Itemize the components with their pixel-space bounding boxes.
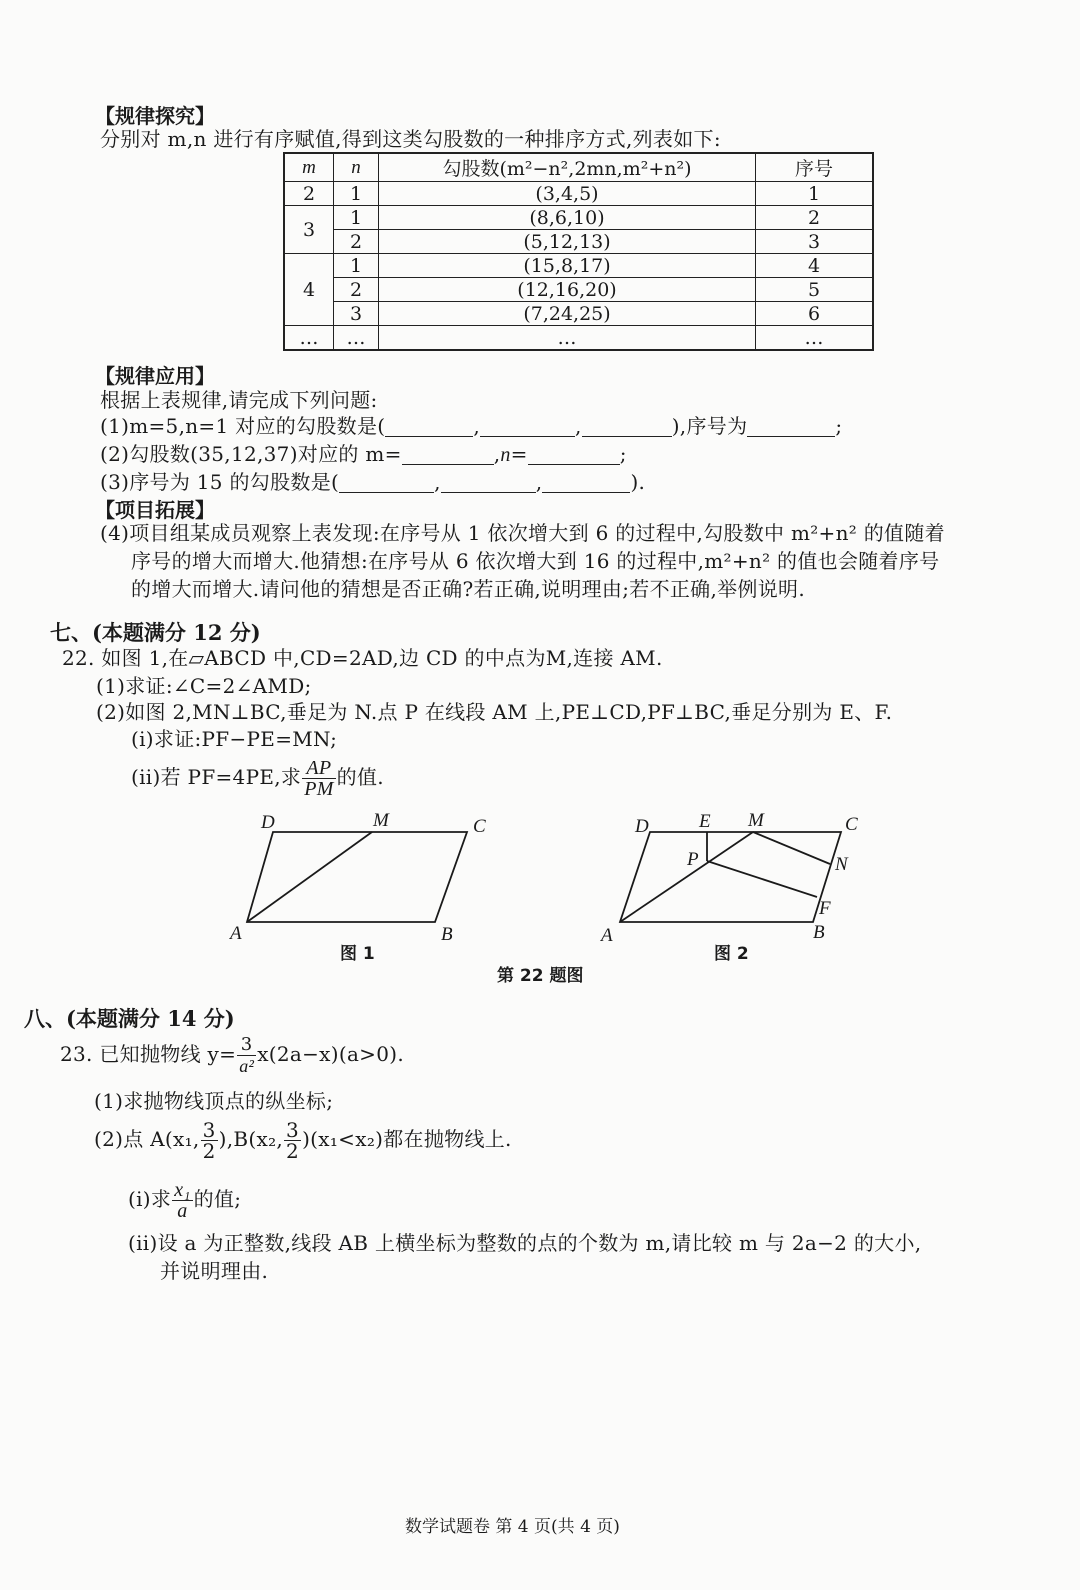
cell-n: … xyxy=(334,326,379,351)
question-22-2ii: (ii)若 PF=4PE,求 $\frac{AP}{PM}$ 的值. xyxy=(131,757,384,800)
cell-n: 1 xyxy=(334,254,379,278)
table-row xyxy=(284,230,873,254)
cell-index: … xyxy=(756,326,874,351)
section-extend-title: 【项目拓展】 xyxy=(95,498,215,522)
cell-m: 3 xyxy=(284,206,334,254)
label-m: M xyxy=(373,810,389,831)
figure-title: 第 22 题图 xyxy=(497,966,584,986)
parallelogram-abcd-fig2 xyxy=(620,832,841,922)
label-n: N xyxy=(835,854,848,875)
segment-am-fig1 xyxy=(247,832,372,922)
question-23-2: (2)点 A(x₁, $\frac{3}{2}$ ),B(x₂, $\frac{3}{2}$ )(x₁<x₂)都在抛物线上. xyxy=(94,1118,512,1163)
cell-triple: (7,24,25) xyxy=(379,302,756,326)
table-row xyxy=(284,182,873,206)
question-3: (3)序号为 15 的勾股数是( , , ). xyxy=(100,470,646,494)
cell-n: 2 xyxy=(334,278,379,302)
section-explore-title: 【规律探究】 xyxy=(95,104,215,128)
label-c: C xyxy=(473,816,486,837)
label-f: F xyxy=(819,898,831,919)
segment-mn-fig2 xyxy=(753,832,830,864)
cell-index: 4 xyxy=(756,254,874,278)
header-index: 序号 xyxy=(756,153,874,182)
question-4-line2: 序号的增大而增大.他猜想:在序号从 6 依次增大到 16 的过程中,m²+n² 的值也会随着序号 xyxy=(131,549,940,573)
cell-triple: (8,6,10) xyxy=(379,206,756,230)
question-23: 23. 已知抛物线 y= $\frac{3}{\text{a²}}$ x(2a−x)(a>0). xyxy=(60,1034,405,1076)
section-explore-intro: 分别对 m,n 进行有序赋值,得到这类勾股数的一种排序方式,列表如下: xyxy=(100,127,721,151)
label-b: B xyxy=(813,922,825,943)
question-23-1: (1)求抛物线顶点的纵坐标; xyxy=(94,1089,334,1113)
figure-22 xyxy=(215,808,875,993)
cell-m: 4 xyxy=(284,254,334,326)
fig1-caption: 图 1 xyxy=(340,944,375,964)
cell-triple: … xyxy=(379,326,756,351)
cell-index: 1 xyxy=(756,182,874,206)
segment-pf-fig2 xyxy=(707,861,817,897)
answer-blank[interactable] xyxy=(441,472,536,493)
question-22-2: (2)如图 2,MN⊥BC,垂足为 N.点 P 在线段 AM 上,PE⊥CD,PF⊥BC,垂足分别为 E、F. xyxy=(96,700,893,724)
question-4-line3: 的增大而增大.请问他的猜想是否正确?若正确,说明理由;若不正确,举例说明. xyxy=(131,577,805,601)
label-c: C xyxy=(845,814,858,835)
question-4-line1: (4)项目组某成员观察上表发现:在序号从 1 依次增大到 6 的过程中,勾股数中 m²+n² 的值随着 xyxy=(100,521,945,545)
pythagorean-table xyxy=(283,152,874,351)
cell-index: 2 xyxy=(756,206,874,230)
cell-index: 5 xyxy=(756,278,874,302)
part7-title: 七、(本题满分 12 分) xyxy=(50,620,261,645)
label-m: M xyxy=(748,810,764,831)
label-p: P xyxy=(687,849,699,870)
table-row xyxy=(284,278,873,302)
answer-blank[interactable] xyxy=(528,444,620,465)
header-n: n xyxy=(334,153,379,182)
label-b: B xyxy=(441,924,453,945)
table-row xyxy=(284,326,873,351)
cell-n: 1 xyxy=(334,182,379,206)
question-22-2i: (i)求证:PF−PE=MN; xyxy=(131,727,338,751)
answer-blank[interactable] xyxy=(385,416,473,437)
label-a: A xyxy=(230,923,242,944)
cell-index: 6 xyxy=(756,302,874,326)
fraction-3-2: $\frac{3}{2}$ xyxy=(286,1118,300,1163)
fraction-3-a2: $\frac{3}{\text{a²}}$ xyxy=(239,1034,255,1076)
answer-blank[interactable] xyxy=(402,444,494,465)
section-apply-intro: 根据上表规律,请完成下列问题: xyxy=(100,388,378,412)
question-23-2ii-line1: (ii)设 a 为正整数,线段 AB 上横坐标为整数的点的个数为 m,请比较 m 与 2a−2 的大小, xyxy=(128,1231,922,1255)
question-23-2ii-line2: 并说明理由. xyxy=(160,1259,269,1283)
cell-n: 3 xyxy=(334,302,379,326)
cell-n: 2 xyxy=(334,230,379,254)
label-e: E xyxy=(699,811,711,832)
answer-blank[interactable] xyxy=(542,472,630,493)
question-22: 22. 如图 1,在▱ABCD 中,CD=2AD,边 CD 的中点为M,连接 AM. xyxy=(62,646,663,670)
table-row xyxy=(284,206,873,230)
fig2-caption: 图 2 xyxy=(714,944,749,964)
fraction-ap-pm: $\frac{AP}{PM}$ xyxy=(304,757,334,800)
part8-title: 八、(本题满分 14 分) xyxy=(24,1006,235,1031)
cell-m: … xyxy=(284,326,334,351)
answer-blank[interactable] xyxy=(582,416,672,437)
fraction-3-2: $\frac{3}{2}$ xyxy=(202,1118,216,1163)
segment-am-fig2 xyxy=(620,832,753,922)
cell-triple: (5,12,13) xyxy=(379,230,756,254)
fraction-x1-a: $\frac{\text{x₁}}{a}$ xyxy=(174,1179,191,1222)
answer-blank[interactable] xyxy=(339,472,434,493)
question-22-1: (1)求证:∠C=2∠AMD; xyxy=(96,674,312,698)
cell-index: 3 xyxy=(756,230,874,254)
question-1: (1)m=5,n=1 对应的勾股数是( , , ),序号为 ; xyxy=(100,414,843,438)
table-row xyxy=(284,302,873,326)
cell-triple: (15,8,17) xyxy=(379,254,756,278)
cell-triple: (12,16,20) xyxy=(379,278,756,302)
table-header-row xyxy=(284,153,873,182)
label-a: A xyxy=(601,925,613,946)
table-row xyxy=(284,254,873,278)
header-m: m xyxy=(284,153,334,182)
page-footer: 数学试题卷 第 4 页(共 4 页) xyxy=(405,1517,620,1537)
cell-m: 2 xyxy=(284,182,334,206)
label-d: D xyxy=(261,812,275,833)
label-d: D xyxy=(635,816,649,837)
answer-blank[interactable] xyxy=(747,416,835,437)
question-23-2i: (i)求 $\frac{\text{x₁}}{a}$ 的值; xyxy=(128,1179,242,1222)
cell-n: 1 xyxy=(334,206,379,230)
parallelogram-abcd-fig1 xyxy=(247,832,467,922)
section-apply-title: 【规律应用】 xyxy=(95,364,215,388)
cell-triple: (3,4,5) xyxy=(379,182,756,206)
answer-blank[interactable] xyxy=(480,416,575,437)
header-triple: 勾股数(m²−n²,2mn,m²+n²) xyxy=(379,153,756,182)
question-2: (2)勾股数(35,12,37)对应的 m= ,n= ; xyxy=(100,442,627,466)
